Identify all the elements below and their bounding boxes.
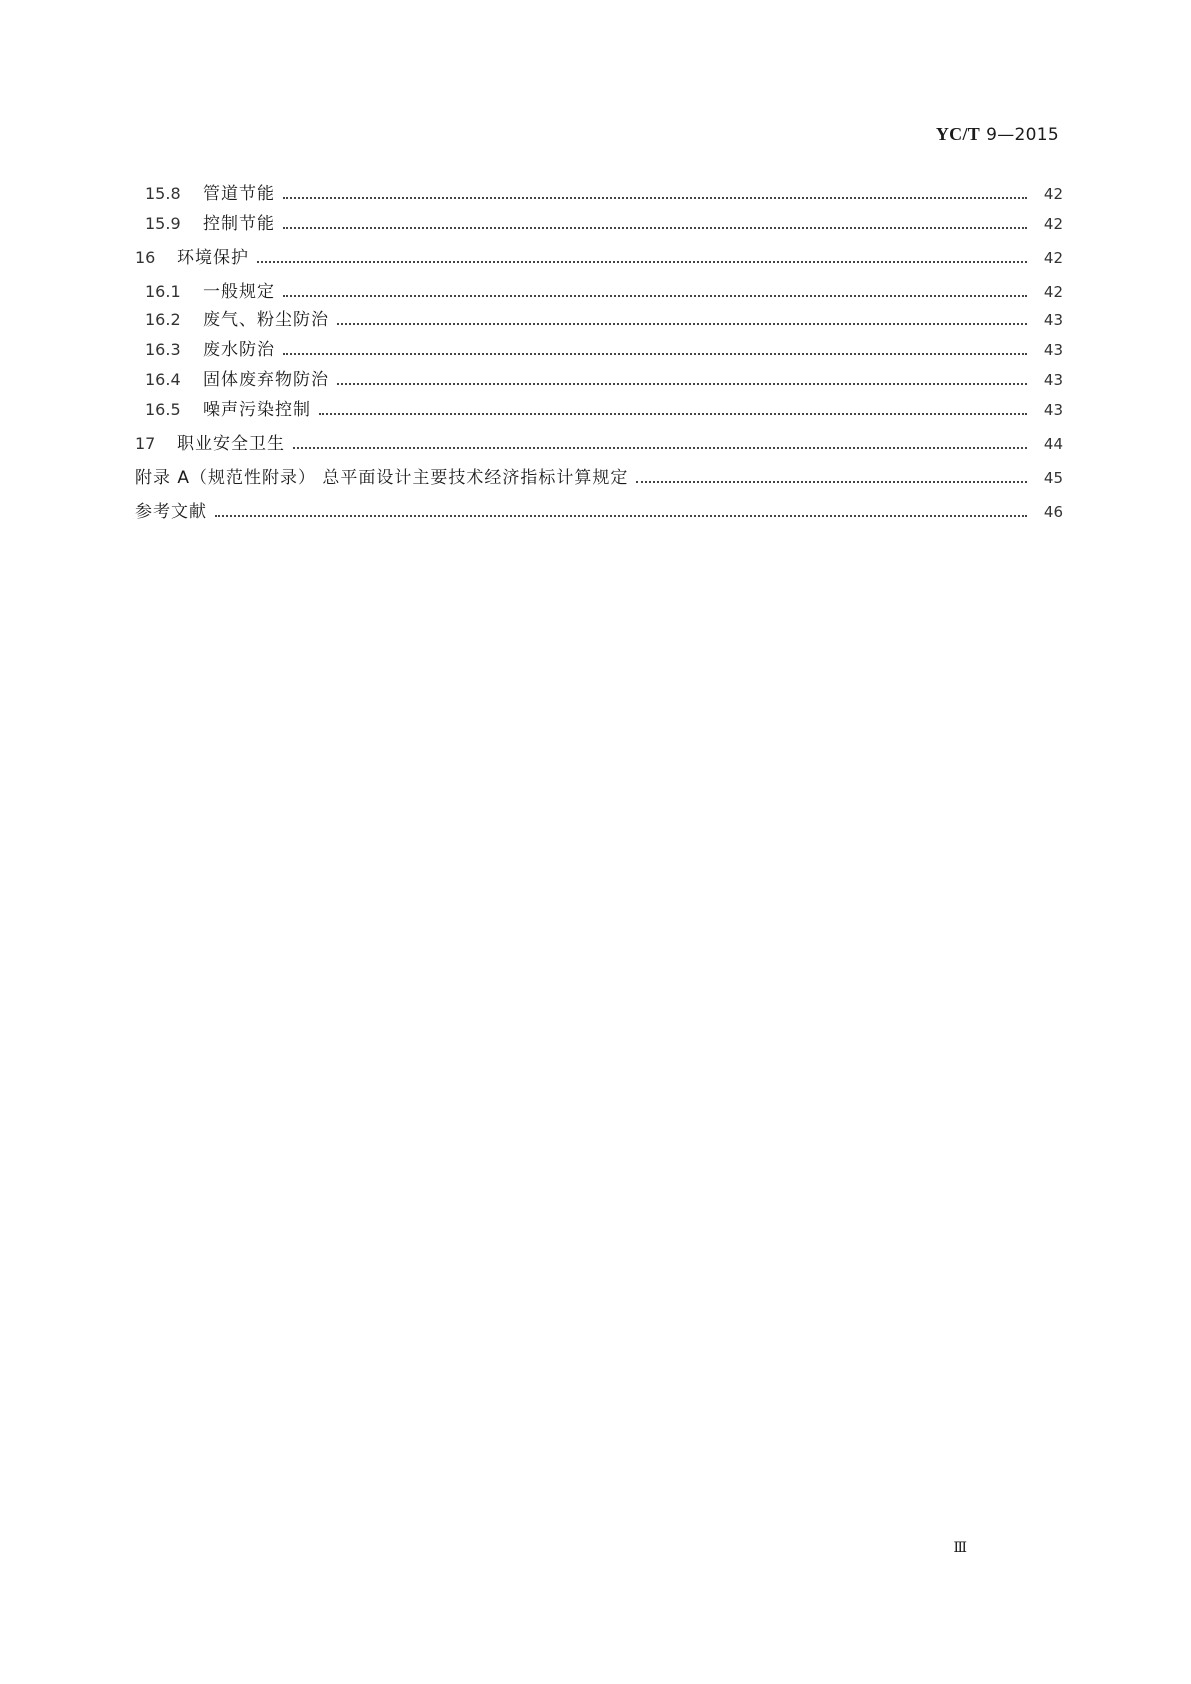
toc-entry[interactable] bbox=[145, 210, 1063, 234]
toc-entry-title: 参考文献 bbox=[135, 502, 207, 522]
toc-entry-page: 44 bbox=[1043, 435, 1063, 453]
toc-entry-page: 43 bbox=[1043, 371, 1063, 389]
toc-entry-number: 15.9 bbox=[145, 214, 181, 233]
toc-entry-title: 附录 A（规范性附录） 总平面设计主要技术经济指标计算规定 bbox=[135, 468, 629, 488]
toc-entry-title: 环境保护 bbox=[177, 248, 249, 268]
toc-entry-page: 43 bbox=[1043, 341, 1063, 359]
toc-leader-dots bbox=[283, 197, 1027, 199]
toc-entry-title: 管道节能 bbox=[203, 184, 275, 204]
toc-entry-number: 16.3 bbox=[145, 340, 181, 359]
toc-entry-title: 控制节能 bbox=[203, 214, 275, 234]
toc-entry-references[interactable] bbox=[135, 498, 1063, 522]
toc-entry-page: 45 bbox=[1043, 469, 1063, 487]
toc-entry-number: 15.8 bbox=[145, 184, 181, 203]
toc-leader-dots bbox=[636, 481, 1027, 483]
toc-entry[interactable] bbox=[135, 244, 1063, 268]
toc-entry-number: 16.1 bbox=[145, 282, 181, 301]
toc-entry[interactable] bbox=[135, 430, 1063, 454]
toc-entry-number: 16.4 bbox=[145, 370, 181, 389]
toc-entry-title: 职业安全卫生 bbox=[177, 434, 285, 454]
standard-year: 9—2015 bbox=[986, 125, 1059, 145]
page-number: Ⅲ bbox=[953, 1540, 966, 1556]
toc-entry-title: 固体废弃物防治 bbox=[203, 370, 329, 390]
toc-leader-dots bbox=[337, 383, 1027, 385]
toc-leader-dots bbox=[337, 323, 1027, 325]
toc-entry-page: 42 bbox=[1043, 215, 1063, 233]
toc-entry-page: 43 bbox=[1043, 401, 1063, 419]
toc-entry-number: 17 bbox=[135, 434, 156, 453]
toc-entry-page: 43 bbox=[1043, 311, 1063, 329]
toc-entry-title: 废气、粉尘防治 bbox=[203, 310, 329, 330]
toc-leader-dots bbox=[283, 295, 1027, 297]
toc-entry-number: 16.5 bbox=[145, 400, 181, 419]
toc-entry-title: 废水防治 bbox=[203, 340, 275, 360]
toc-entry[interactable] bbox=[145, 336, 1063, 360]
toc-entry[interactable] bbox=[145, 278, 1063, 302]
toc-entry-title: 一般规定 bbox=[203, 282, 275, 302]
toc-entry-number: 16.2 bbox=[145, 310, 181, 329]
toc-entry[interactable] bbox=[145, 396, 1063, 420]
toc-leader-dots bbox=[215, 515, 1027, 517]
toc-entry[interactable] bbox=[145, 180, 1063, 204]
toc-entry-page: 42 bbox=[1043, 249, 1063, 267]
toc-leader-dots bbox=[293, 447, 1027, 449]
toc-leader-dots bbox=[257, 261, 1027, 263]
toc-entry-page: 46 bbox=[1043, 503, 1063, 521]
toc-entry-appendix[interactable] bbox=[135, 464, 1063, 488]
standard-code: YC/T bbox=[935, 124, 981, 144]
toc-entry[interactable] bbox=[145, 366, 1063, 390]
toc-leader-dots bbox=[319, 413, 1027, 415]
toc-entry-title: 噪声污染控制 bbox=[203, 400, 311, 420]
toc-entry-number: 16 bbox=[135, 248, 156, 267]
toc-leader-dots bbox=[283, 227, 1027, 229]
page-header bbox=[936, 124, 1059, 145]
toc-entry[interactable] bbox=[145, 306, 1063, 330]
toc-leader-dots bbox=[283, 353, 1027, 355]
toc-entry-page: 42 bbox=[1043, 283, 1063, 301]
toc-entry-page: 42 bbox=[1043, 185, 1063, 203]
